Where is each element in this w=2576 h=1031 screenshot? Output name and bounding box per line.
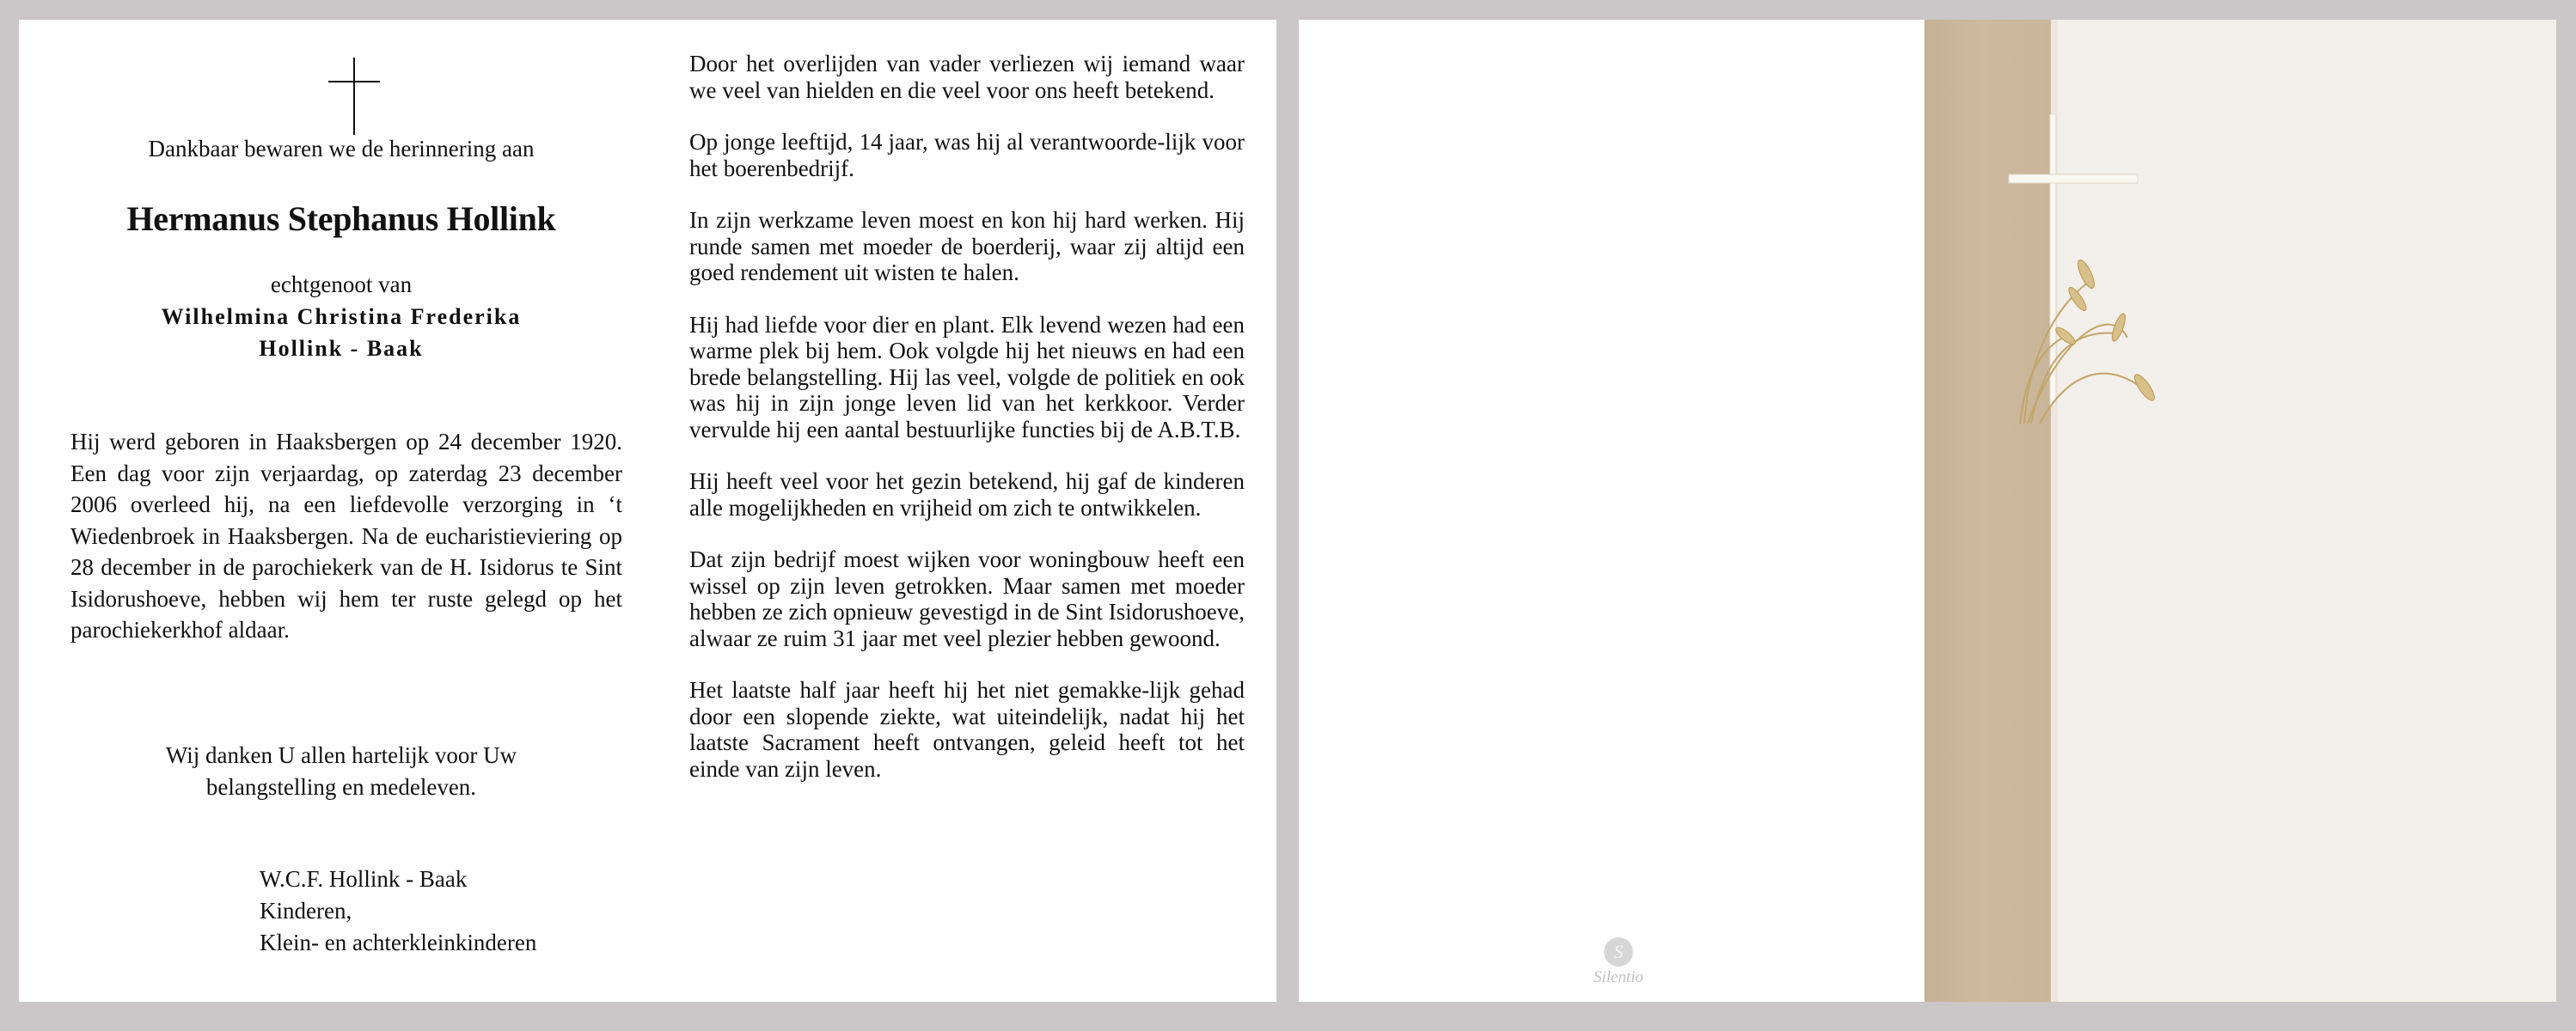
logo-text: Silentio — [1593, 968, 1644, 986]
paragraph: Door het overlijden van vader verliezen wij iemand waar we veel van hielden en die veel voor ons heeft betekend. — [689, 51, 1245, 103]
outer-card — [1299, 20, 2556, 1002]
spouse-name-line1: Wilhelmina Christina Frederika — [161, 304, 522, 329]
spouse-label: echtgenoot van — [270, 271, 413, 297]
logo-mark: S — [1604, 937, 1633, 967]
spouse-name — [53, 301, 629, 364]
paragraph: Het laatste half jaar heeft hij het niet gemakke-lijk gehad door een slopende ziekte, wat uiteindelijk, nadat hij het laatste Sacrament heeft ontvangen, geleid heeft tot het einde van zijn leven. — [689, 677, 1245, 782]
paragraph: Dat zijn bedrijf moest wijken voor woningbouw heeft een wissel op zijn leven getrokken. Maar samen met moeder hebben ze zich opnieuw gevestigd in de Sint Isidorushoeve, alwaar ze ruim 31 jaar met veel plezier hebben gewoond. — [689, 546, 1245, 651]
paragraph: Hij heeft veel voor het gezin betekend, hij gaf de kinderen alle mogelijkheden en vrijheid om zich te ontwikkelen. — [689, 468, 1245, 521]
intro-text: Dankbaar bewaren we de herinnering aan — [148, 136, 535, 162]
deceased-name: Hermanus Stephanus Hollink — [126, 199, 556, 238]
signer-line: Kinderen, — [260, 898, 352, 924]
spouse-name-line2: Hollink - Baak — [259, 336, 424, 361]
inner-left-page — [53, 20, 629, 1002]
thanks-line2: belangstelling en medeleven. — [205, 774, 477, 800]
biography-text: Hij werd geboren in Haaksbergen op 24 december 1920. Een dag voor zijn verjaardag, op zaterdag 23 december 2006 overleed hij, na een liefdevolle verzorging in ‘t Wiedenbroek in Haaksbergen. Na de eucharistieviering op 28 december in de parochiekerk van de H. Isidorus te Sint Isidorushoeve, hebben wij hem ter ruste gelegd op het parochiekerkhof aldaar. — [70, 429, 622, 643]
signer-line: W.C.F. Hollink - Baak — [260, 866, 468, 892]
thanks-text — [53, 740, 629, 803]
paragraph: Op jonge leeftijd, 14 jaar, was hij al verantwoorde-lijk voor het boerenbedrijf. — [689, 129, 1245, 181]
paragraph: Hij had liefde voor dier en plant. Elk levend wezen had een warme plek bij hem. Ook volgde hij het nieuws en had een brede belangstelling. Hij las veel, volgde de politiek en ook was hij in zijn jonge leven lid van het kerkkoor. Verder vervulde hij een aantal bestuurlijke functies bij de A.B.T.B. — [689, 311, 1245, 442]
signers — [260, 863, 536, 959]
inner-right-page — [689, 51, 1245, 808]
cross-with-wheat-icon — [1990, 114, 2196, 441]
paragraph: In zijn werkzame leven moest en kon hij hard werken. Hij runde samen met moeder de boerderij, waar zij altijd een goed rendement uit wisten te halen. — [689, 207, 1245, 285]
signer-line: Klein- en achterkleinkinderen — [260, 930, 537, 955]
cross-icon — [328, 58, 380, 135]
thanks-line1: Wij danken U allen hartelijk voor Uw — [165, 742, 517, 768]
publisher-logo — [1576, 937, 1661, 997]
inner-spread — [19, 20, 1276, 1002]
